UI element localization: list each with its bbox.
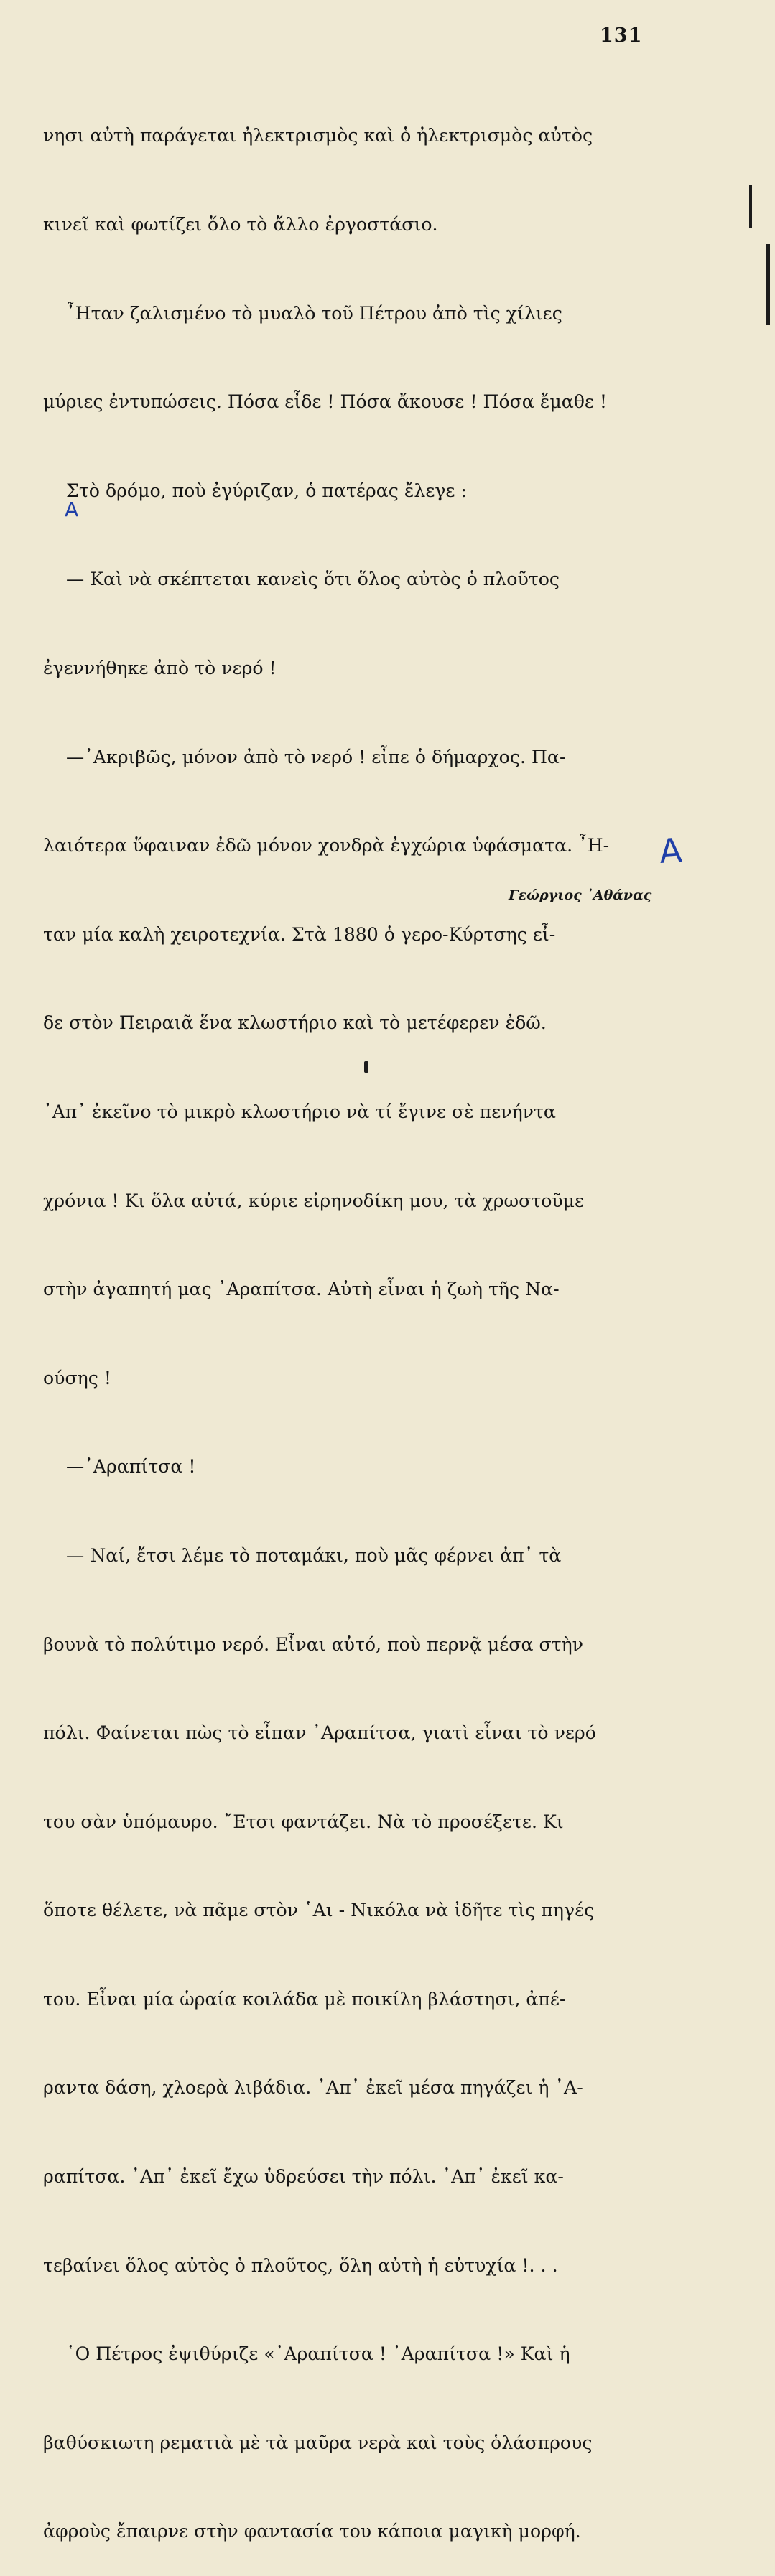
text-line: ῏Ηταν ζαλισμένο τὸ μυαλὸ τοῦ Πέτρου ἀπὸ τὶς χίλιες <box>43 302 562 324</box>
text-line: ούσης ! <box>43 1367 111 1389</box>
text-line: βουνὰ τὸ πολύτιμο νερό. Εἶναι αὐτό, ποὺ περνᾷ μέσα στὴν <box>43 1633 583 1655</box>
text-line: ραντα δάση, χλοερὰ λιβάδια. ᾿Απ᾿ ἐκεῖ μέσα πηγάζει ἡ ᾿Α- <box>43 2077 583 2099</box>
author-signature: Γεώργιος ᾿Αθάνας <box>509 887 652 903</box>
text-line: — Ναί, ἔτσι λέμε τὸ ποταμάκι, ποὺ μᾶς φέρνει ἀπ᾿ τὰ <box>43 1544 562 1566</box>
text-line: νησι αὐτὴ παράγεται ἠλεκτρισμὸς καὶ ὁ ἠλεκτρισμὸς αὐτὸς <box>43 125 593 146</box>
handwritten-mark-left: A <box>65 498 79 521</box>
text-line: μύριες ἐντυπώσεις. Πόσα εἶδε ! Πόσα ἄκουσε ! Πόσα ἔμαθε ! <box>43 391 608 413</box>
margin-stroke-top <box>749 185 752 228</box>
text-line: στὴν ἀγαπητή μας ᾿Αραπίτσα. Αὐτὴ εἶναι ἡ ζωὴ τῆς Να- <box>43 1279 560 1300</box>
text-line: —᾿Αραπίτσα ! <box>43 1456 196 1478</box>
text-line: του. Εἶναι μία ὡραία κοιλάδα μὲ ποικίλη βλάστησι, ἀπέ- <box>43 1988 566 2010</box>
text-line: κινεῖ καὶ φωτίζει ὅλο τὸ ἄλλο ἐργοστάσιο. <box>43 214 438 235</box>
text-line: τεβαίνει ὅλος αὐτὸς ὁ πλοῦτος, ὅλη αὐτὴ ἡ εὐτυχία !. . . <box>43 2254 558 2276</box>
text-line: βαθύσκιωτη ρεματιὰ μὲ τὰ μαῦρα νερὰ καὶ τοὺς ὁλάσπρους <box>43 2432 593 2453</box>
margin-stroke-bottom <box>766 244 770 325</box>
text-line: χρόνια ! Κι ὅλα αὐτά, κύριε εἰρηνοδίκη μου, τὰ χρωστοῦμε <box>43 1190 585 1211</box>
text-line: ραπίτσα. ᾿Απ᾿ ἐκεῖ ἔχω ὑδρεύσει τὴν πόλι. ᾿Απ᾿ ἐκεῖ κα- <box>43 2166 564 2188</box>
text-line: ἐγεννήθηκε ἀπὸ τὸ νερό ! <box>43 657 277 678</box>
text-line: λαιότερα ὕφαιναν ἐδῶ μόνον χονδρὰ ἐγχώρια ὑφάσματα. ῏Η- <box>43 835 610 857</box>
handwritten-mark-right: A <box>658 830 684 872</box>
text-line: — Καὶ νὰ σκέπτεται κανεὶς ὅτι ὅλος αὐτὸς ὁ πλοῦτος <box>43 569 560 590</box>
text-line: δε στὸν Πειραιᾶ ἕνα κλωστήριο καὶ τὸ μετέφερεν ἐδῶ. <box>43 1012 547 1034</box>
text-line: πόλι. Φαίνεται πὼς τὸ εἶπαν ᾿Αραπίτσα, γιατὶ εἶναι τὸ νερό <box>43 1722 596 1744</box>
text-line: ᾿Απ᾿ ἐκεῖνο τὸ μικρὸ κλωστήριο νὰ τί ἔγινε σὲ πενήντα <box>43 1101 556 1122</box>
text-line: ῾Ο Πέτρος ἐψιθύριζε «᾿Αραπίτσα ! ᾿Αραπίτσα !» Καὶ ἡ <box>43 2343 570 2365</box>
text-line: —᾿Ακριβῶς, μόνον ἀπὸ τὸ νερό ! εἶπε ὁ δήμαρχος. Πα- <box>43 746 566 767</box>
text-line: ὅποτε θέλετε, νὰ πᾶμε στὸν ῾Αι - Νικόλα νὰ ἰδῆτε τὶς πηγές <box>43 1900 595 1921</box>
text-line: ἀφροὺς ἔπαιρνε στὴν φαντασία του κάποια μαγικὴ μορφή. <box>43 2521 581 2542</box>
story-text <box>43 62 654 2576</box>
text-line: του σὰν ὑπόμαυρο. ῎Ετσι φαντάζει. Νὰ τὸ προσέξετε. Κι <box>43 1811 564 1832</box>
page-number: 131 <box>600 24 643 47</box>
scan-speck <box>364 1061 368 1073</box>
text-line: ταν μία καλὴ χειροτεχνία. Στὰ 1880 ὁ γερο-Κύρτσης εἶ- <box>43 923 556 945</box>
text-line: Στὸ δρόμο, ποὺ ἐγύριζαν, ὁ πατέρας ἔλεγε : <box>43 480 467 501</box>
